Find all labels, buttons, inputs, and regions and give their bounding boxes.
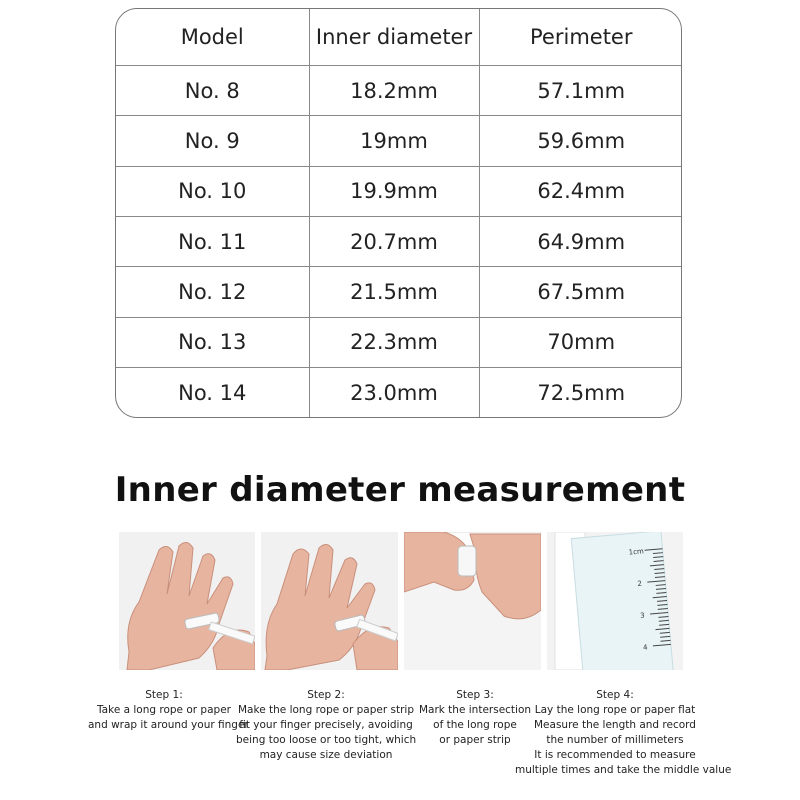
cell-perimeter: 59.6mm xyxy=(479,116,682,166)
step-line: and wrap it around your finger xyxy=(88,719,249,731)
step-line: multiple times and take the middle value xyxy=(515,764,732,776)
header-perimeter: Perimeter xyxy=(479,9,682,66)
step-title: Step 2: xyxy=(307,689,345,701)
step-4-caption xyxy=(515,688,732,778)
step-line: may cause size deviation xyxy=(259,749,393,761)
cell-model: No. 11 xyxy=(116,217,309,267)
cell-inner-diameter: 19.9mm xyxy=(309,166,479,216)
cell-inner-diameter: 18.2mm xyxy=(309,66,479,116)
cell-model: No. 10 xyxy=(116,166,309,216)
step-3-photo xyxy=(404,532,541,670)
cell-perimeter: 70mm xyxy=(479,317,682,367)
table-header-row xyxy=(116,9,682,66)
cell-inner-diameter: 22.3mm xyxy=(309,317,479,367)
step-line: Lay the long rope or paper flat xyxy=(534,704,696,716)
cell-perimeter: 72.5mm xyxy=(537,380,626,405)
step-4-photo xyxy=(547,532,683,670)
step-title: Step 4: xyxy=(596,689,634,701)
ruler-label: 3 xyxy=(639,611,646,620)
step-title: Step 1: xyxy=(145,689,183,701)
step-line: Mark the intersection xyxy=(418,704,532,716)
ruler-label: 1cm xyxy=(628,547,645,557)
cell-model: No. 8 xyxy=(116,66,309,116)
section-heading: Inner diameter measurement xyxy=(114,470,686,510)
cell-perimeter: 57.1mm xyxy=(479,66,682,116)
table-row xyxy=(116,368,682,417)
ring-size-table xyxy=(115,8,682,418)
header-inner-diameter: Inner diameter xyxy=(309,9,479,66)
step-1-photo xyxy=(119,532,255,670)
cell-model: No. 12 xyxy=(116,267,309,317)
step-line: the number of millimeters xyxy=(546,734,684,746)
cell-perimeter: 62.4mm xyxy=(479,166,682,216)
step-2-photo xyxy=(261,532,398,670)
cell-inner-diameter: 21.5mm xyxy=(309,267,479,317)
cell-inner-diameter: 20.7mm xyxy=(309,217,479,267)
step-line: being too loose or too tight, which xyxy=(236,734,417,746)
cell-model: No. 14 xyxy=(116,368,309,417)
table-row xyxy=(116,217,682,267)
step-line: It is recommended to measure xyxy=(534,749,696,761)
ruler-label: 4 xyxy=(642,643,648,652)
table-row xyxy=(116,166,682,216)
header-model: Model xyxy=(116,9,309,66)
step-title: Step 3: xyxy=(456,689,494,701)
cell-perimeter: 67.5mm xyxy=(479,267,682,317)
cell-inner-diameter: 23.0mm xyxy=(309,368,479,417)
step-line: of the long rope xyxy=(433,719,517,731)
table-row xyxy=(116,66,682,116)
step-line: Measure the length and record xyxy=(534,719,696,731)
table-row xyxy=(116,267,682,317)
cell-inner-diameter: 19mm xyxy=(309,116,479,166)
table-row xyxy=(116,317,682,367)
cell-model: No. 13 xyxy=(116,317,309,367)
step-2-caption xyxy=(236,688,416,763)
step-line: fit your finger precisely, avoiding xyxy=(239,719,413,731)
step-line: Make the long rope or paper strip xyxy=(238,704,414,716)
table-row xyxy=(116,116,682,166)
cell-model: No. 9 xyxy=(116,116,309,166)
step-line: or paper strip xyxy=(439,734,511,746)
size-chart xyxy=(116,9,682,417)
step-line: Take a long rope or paper xyxy=(97,704,231,716)
step-1-caption xyxy=(88,688,249,733)
ruler-label: 2 xyxy=(637,579,643,589)
cell-perimeter: 64.9mm xyxy=(479,217,682,267)
